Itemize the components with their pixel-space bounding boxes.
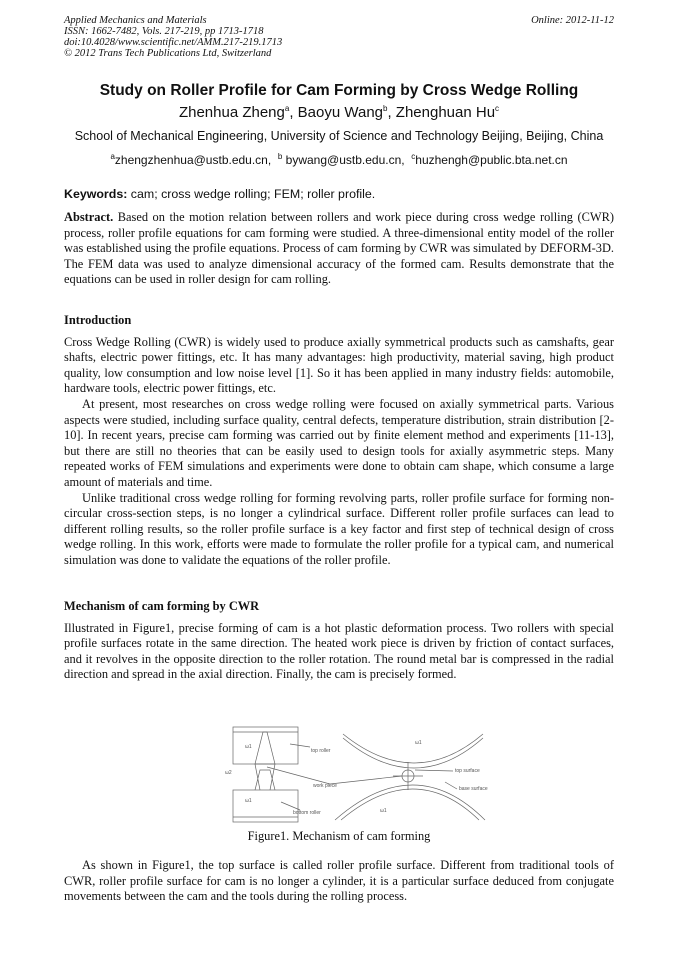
abstract-text: Based on the motion relation between rollers and work piece during cross wedge rolling (CWR) process, roller profile equations for cam forming were studied. A three-dimensional entity model of the roller was established using the profile equations. Process of cam forming by CWR was simulated by DEFORM-3D. The FEM data was used to analyze dimensional accuracy of the formed cam. Results demonstrate that the equations can be used in roller design for cam rolling. [64,210,614,287]
label-top-roller: top roller [311,748,331,754]
paragraph: At present, most researches on cross wedge rolling were focused on axially symmetrical parts. Various aspects were studied, including surface quality, central defects, temperature distribution, strain distribution [2-10]. In recent years, precise cam forming was carried out by finite element method and experiments [11-13], but there are still no theories that can be easily used to design tools for axially asymmetric steps. Many repeated works of FEM simulations and experiments were done to obtain cam shape, which consume a large amount of materials and time. [64,396,614,489]
author-sup: b [383,104,388,113]
label-omega1: ω1 [245,798,252,804]
mechanism-section [64,599,614,683]
abstract [64,210,614,288]
issn: ISSN: 1662-7482, Vols. 217-219, pp 1713-1718 [64,26,264,37]
journal-header [64,15,282,59]
email: bywang@ustb.edu.cn, [285,153,405,167]
keywords [64,187,614,203]
affiliation: School of Mechanical Engineering, University of Science and Technology Beijing, Beijing, China [74,129,604,143]
label-top-surface: top surface [455,768,480,774]
author: Baoyu Wang [297,104,383,121]
email-sup: b [277,152,283,161]
paragraph: Unlike traditional cross wedge rolling for forming revolving parts, roller profile surface for forming non-circular cross-section steps, is no longer a cylindrical surface. Different roller profile surfaces can lead to different rolling results, so the roller profile surface is a key factor and first step of technical design of cross wedge rolling. In this work, efforts were made to formulate the roller profile for a typical cam, and numerical simulation was done to validate the equations of the roller profile. [64,490,614,567]
authors: Zhenhua Zheng$^a$, Baoyu Wang$^b$, Zhenghuan Hu$^c$ [178,104,500,121]
author: Zhenghuan Hu [395,104,496,121]
label-omega1: ω1 [380,808,387,814]
keywords-text: cam; cross wedge rolling; FEM; roller profile. [127,187,376,201]
mechanism-continued [64,858,614,905]
figure-caption: Figure1. Mechanism of cam forming [247,829,431,843]
top-roller-arc [343,734,483,768]
section-heading: Mechanism of cam forming by CWR [64,599,260,613]
online-date: Online: 2012-11-12 [531,15,614,26]
introduction-section [64,313,614,569]
author-sup: c [495,104,500,113]
paragraph: As shown in Figure1, the top surface is called roller profile surface. Different from traditional tools of CWR, roller profile surface for cam is no longer a cylinder, it is a particular surface deduced from conjugate movements between the cam and the tools during the rolling process. [64,858,614,904]
journal-name: Applied Mechanics and Materials [64,15,207,26]
email: huzhengh@public.bta.net.cn [415,153,568,167]
label-work-piece: work piece [313,783,337,789]
top-roller-block [233,727,298,764]
doi: doi:10.4028/www.scientific.net/AMM.217-219.1713 [64,37,283,48]
keywords-label: Keywords: [64,187,128,201]
section-heading: Introduction [64,313,132,327]
abstract-label: Abstract. [64,210,114,224]
paper-title: Study on Roller Profile for Cam Forming by Cross Wedge Rolling [99,82,579,99]
label-omega1: ω1 [415,740,422,746]
copyright: © 2012 Trans Tech Publications Ltd, Switzerland [64,48,272,59]
emails [0,152,678,167]
email-sup: a [110,152,115,161]
email-sup: c [411,152,416,161]
label-bottom-roller: bottom roller [293,810,321,816]
label-base-surface: base surface [459,786,488,792]
figure-mechanism [215,722,495,827]
paragraph: Illustrated in Figure1, precise forming of cam is a hot plastic deformation process. Two rollers with special profile surfaces rotate in the same direction. The heated work piece is driven by friction of contact surfaces, and it revolves in the opposite direction to the roller rotation. The round metal bar is compressed in the radial direction and spread in the axial direction. Finally, the cam is precisely formed. [64,620,614,682]
email: zhengzhenhua@ustb.edu.cn, [114,153,272,167]
author-sup: a [284,104,290,113]
label-omega2: ω2 [225,770,232,776]
label-omega1: ω1 [245,744,252,750]
paragraph: Cross Wedge Rolling (CWR) is widely used to produce axially symmetrical products such as camshafts, gear shafts, electric power fittings, etc. It has many advantages: high productivity, material saving, high product quality, low consumption and low noise level [1]. So it has been applied in many industry fields: automobile, hardware tools, electric power fittings, etc. [64,334,614,396]
author: Zhenhua Zheng [178,104,285,121]
